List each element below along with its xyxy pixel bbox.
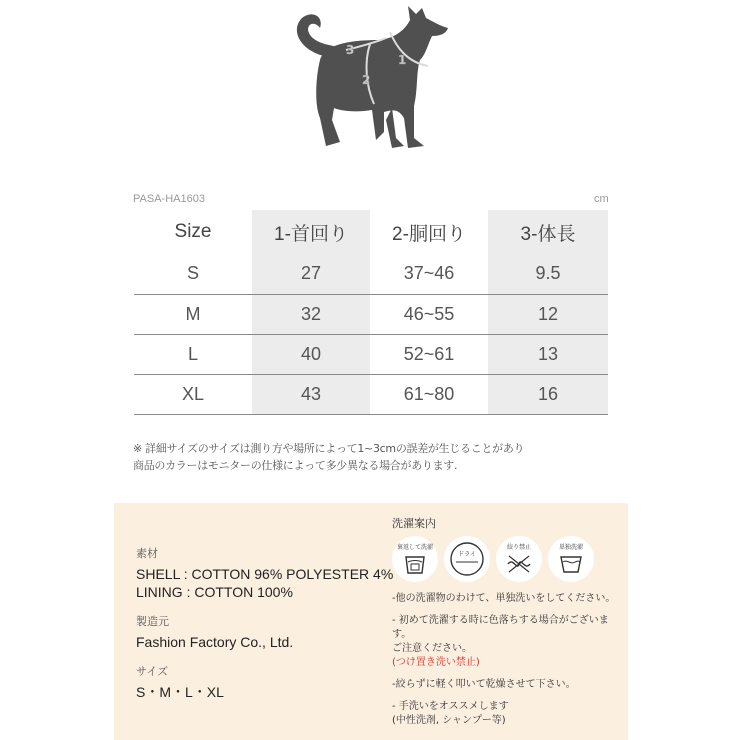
material-shell: SHELL : COTTON 96% POLYESTER 4% [136,566,394,582]
header-chest: 2-胴回り [392,223,466,245]
marker-2: 2 [362,73,371,87]
care-instruction-4 [392,700,622,728]
manufacturer-group [136,613,393,651]
care-instruction-1 [392,592,622,606]
care-title: 洗濯案内 [392,517,436,530]
material-label: 素材 [136,547,158,560]
care-icons [392,536,622,582]
care-line: - 手洗いをオススメします [392,701,509,712]
care-warning: (つけ置き洗い禁止) [392,657,480,668]
care-icon-label: 単独洗濯 [558,544,583,551]
cell-chest: 61~80 [370,374,488,414]
cell-size: XL [134,374,252,414]
care-icon-label: ドライ [458,551,476,558]
cell-size: L [134,334,252,374]
size-note: ※ 詳細サイズのサイズは測り方や場所によって1~3cmの誤差が生じることがあり [133,442,525,455]
cell-neck: 32 [252,294,370,334]
cell-size: M [134,294,252,334]
care-instruction-2 [392,614,622,670]
product-info-box [114,503,628,740]
dog-measurement-figure [280,0,460,160]
cell-chest: 52~61 [370,334,488,374]
care-line: -絞らずに軽く叩いて乾燥させて下さい。 [392,679,576,690]
cell-length: 13 [488,334,608,374]
separate-wash-icon [548,536,594,582]
product-details [136,545,393,713]
size-table-header [134,210,608,254]
sizes-value: S・M・L・XL [136,684,224,700]
manufacturer-label: 製造元 [136,615,169,628]
care-line: -他の洗濯物のわけて、単独洗いをしてください。 [392,593,616,604]
header-size: Size [174,221,212,242]
care-line: (中性洗剤, シャンプー等) [392,715,506,726]
header-neck: 1-首回り [252,210,370,254]
hand-wash-icon [392,536,438,582]
care-icon-label: 絞り禁止 [506,544,531,551]
manufacturer-value: Fashion Factory Co., Ltd. [136,634,294,650]
care-line: ご注意ください。 [392,643,472,654]
care-guide [392,515,622,728]
cell-length: 16 [488,374,608,414]
dog-silhouette [297,6,448,148]
care-line: - 初めて洗濯する時に色落ちする場合がございます。 [392,615,609,640]
cell-length: 9.5 [488,254,608,294]
material-lining: LINING : COTTON 100% [136,584,293,600]
marker-3: 3 [346,43,355,57]
table-row [134,334,608,374]
cell-size: S [134,254,252,294]
marker-1: 1 [398,53,407,67]
material-group [136,545,393,601]
cell-chest: 37~46 [370,254,488,294]
table-row [134,294,608,334]
unit-label: cm [594,193,609,205]
care-icon-label: 裏返して洗濯 [396,544,433,551]
table-row [134,374,608,414]
header-length: 3-体長 [488,210,608,254]
cell-neck: 40 [252,334,370,374]
care-instruction-3 [392,678,622,692]
sizes-group [136,663,393,701]
dry-clean-icon [444,536,490,582]
cell-chest: 46~55 [370,294,488,334]
table-row [134,254,608,294]
sizes-label: サイズ [136,665,169,678]
product-code: PASA-HA1603 [133,193,205,205]
color-note: 商品のカラーはモニターの仕様によって多少異なる場合があります. [133,459,458,472]
cell-neck: 43 [252,374,370,414]
cell-length: 12 [488,294,608,334]
no-wring-icon [496,536,542,582]
cell-neck: 27 [252,254,370,294]
size-table [134,210,608,415]
